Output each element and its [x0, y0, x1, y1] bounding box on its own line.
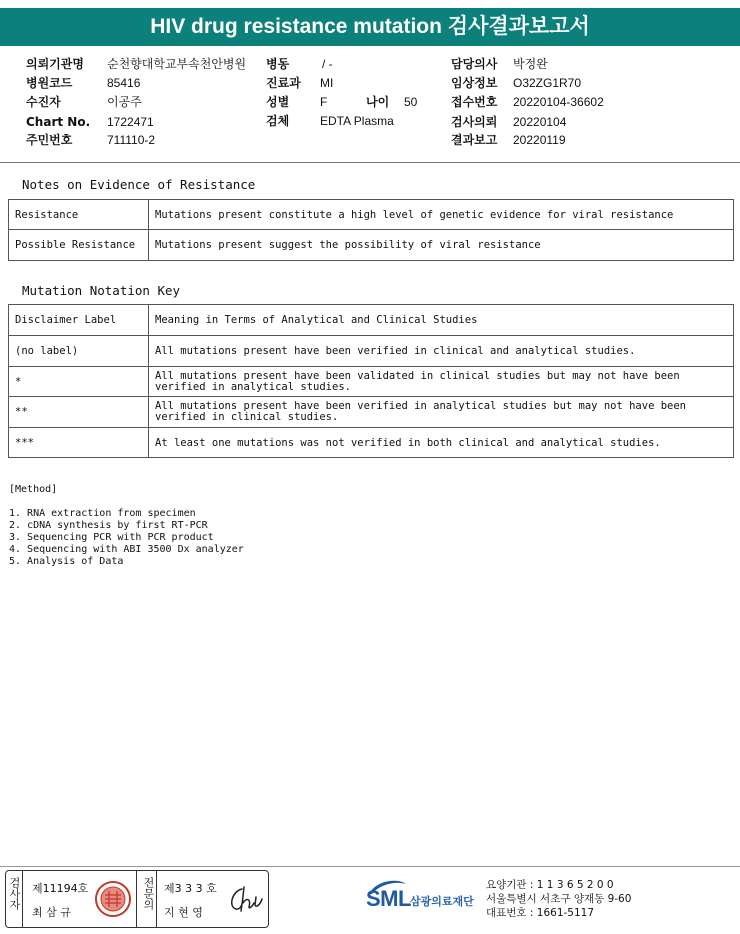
method-step: 4. Sequencing with ABI 3500 Dx analyzer	[9, 544, 244, 555]
notation-text: All mutations present have been verified in clinical and analytical studies.	[149, 336, 734, 367]
info-label: 병원코드	[26, 76, 73, 90]
info-value: 20220104-36602	[513, 95, 604, 109]
table-row	[9, 336, 734, 367]
info-label: 진료과	[266, 76, 301, 90]
table-row	[9, 367, 734, 397]
notation-text: At least one mutations was not verified in both clinical and analytical studies.	[149, 428, 734, 458]
info-value: O32ZG1R70	[513, 76, 582, 90]
info-label: 의뢰기관명	[26, 57, 84, 71]
method-step: 5. Analysis of Data	[9, 556, 124, 567]
info-value: F	[320, 95, 328, 109]
footer-divider	[0, 866, 740, 867]
age-label: 나이	[366, 95, 390, 109]
info-label: Chart No.	[26, 115, 91, 129]
info-label: 임상정보	[451, 76, 498, 90]
info-label: 검체	[266, 114, 290, 128]
org-address: 서울특별시 서초구 양재동 9-60	[486, 893, 632, 905]
method-step: 3. Sequencing PCR with PCR product	[9, 532, 214, 543]
info-value: MI	[320, 76, 334, 90]
inspector-number: 제11194호	[32, 882, 89, 895]
table-row	[9, 230, 734, 261]
info-value: EDTA Plasma	[320, 114, 394, 128]
info-value: 순천향대학교부속천안병원	[107, 57, 247, 71]
report-title: HIV drug resistance mutation 검사결과보고서	[0, 8, 740, 46]
supervisor-number: 제3 3 3 호	[164, 882, 217, 895]
org-contact	[486, 878, 631, 920]
notation-label: (no label)	[9, 336, 149, 367]
evidence-text: Mutations present constitute a high level of genetic evidence for viral resistance	[149, 200, 734, 230]
supervisor-name: 지 현 영	[164, 906, 203, 919]
info-value: 20220119	[513, 133, 566, 147]
info-label: 주민번호	[26, 133, 73, 147]
table-row	[9, 428, 734, 458]
method-title: [Method]	[9, 484, 58, 495]
notation-label: **	[9, 397, 149, 428]
table-row	[9, 200, 734, 230]
info-value: 711110-2	[107, 133, 156, 147]
info-label: 수진자	[26, 95, 61, 109]
notation-text: Meaning in Terms of Analytical and Clinical Studies	[149, 305, 734, 336]
table-row	[9, 397, 734, 428]
evidence-table	[8, 199, 734, 261]
info-value: 1722471	[107, 115, 154, 129]
table-row	[9, 305, 734, 336]
evidence-text: Mutations present suggest the possibility of viral resistance	[149, 230, 734, 261]
notation-table	[8, 304, 734, 458]
info-label: 접수번호	[451, 95, 498, 109]
notation-label: *	[9, 367, 149, 397]
age-value: 50	[404, 95, 418, 109]
info-label: 담당의사	[451, 57, 498, 71]
method-step: 1. RNA extraction from specimen	[9, 508, 196, 519]
info-label: 결과보고	[451, 133, 498, 147]
info-value: 박정완	[513, 57, 548, 71]
info-value: 85416	[107, 76, 141, 90]
signature-icon	[224, 883, 266, 917]
supervisor-label: 전문의	[142, 877, 155, 910]
inspector-seal-icon	[94, 880, 132, 918]
org-phone: 대표번호 : 1661-5117	[486, 907, 595, 919]
info-value: / -	[322, 57, 333, 71]
notation-label: ***	[9, 428, 149, 458]
divider	[0, 162, 740, 163]
signature-box	[5, 870, 269, 928]
inspector-name: 최 삼 규	[32, 906, 71, 919]
sml-logo-text: SML	[366, 886, 411, 911]
license-number: 요양기관 : 1 1 3 6 5 2 0 0	[486, 879, 614, 891]
evidence-label: Possible Resistance	[9, 230, 149, 261]
evidence-label: Resistance	[9, 200, 149, 230]
info-label: 검사의뢰	[451, 115, 498, 129]
info-value: 이공주	[107, 95, 142, 109]
method-step: 2. cDNA synthesis by first RT-PCR	[9, 520, 208, 531]
info-label: 성별	[266, 95, 290, 109]
notation-title: Mutation Notation Key	[22, 283, 181, 298]
info-value: 20220104	[513, 115, 567, 129]
evidence-title: Notes on Evidence of Resistance	[22, 177, 256, 192]
info-label: 병동	[266, 57, 290, 71]
org-name: 삼광의료재단	[410, 895, 474, 908]
inspector-label: 검사자	[8, 877, 21, 910]
notation-text: All mutations present have been validated in clinical studies but may not have been verified in analytical studies.	[149, 367, 734, 397]
notation-label: Disclaimer Label	[9, 305, 149, 336]
notation-text: All mutations present have been verified in analytical studies but may not have been verified in clinical studies.	[149, 397, 734, 428]
